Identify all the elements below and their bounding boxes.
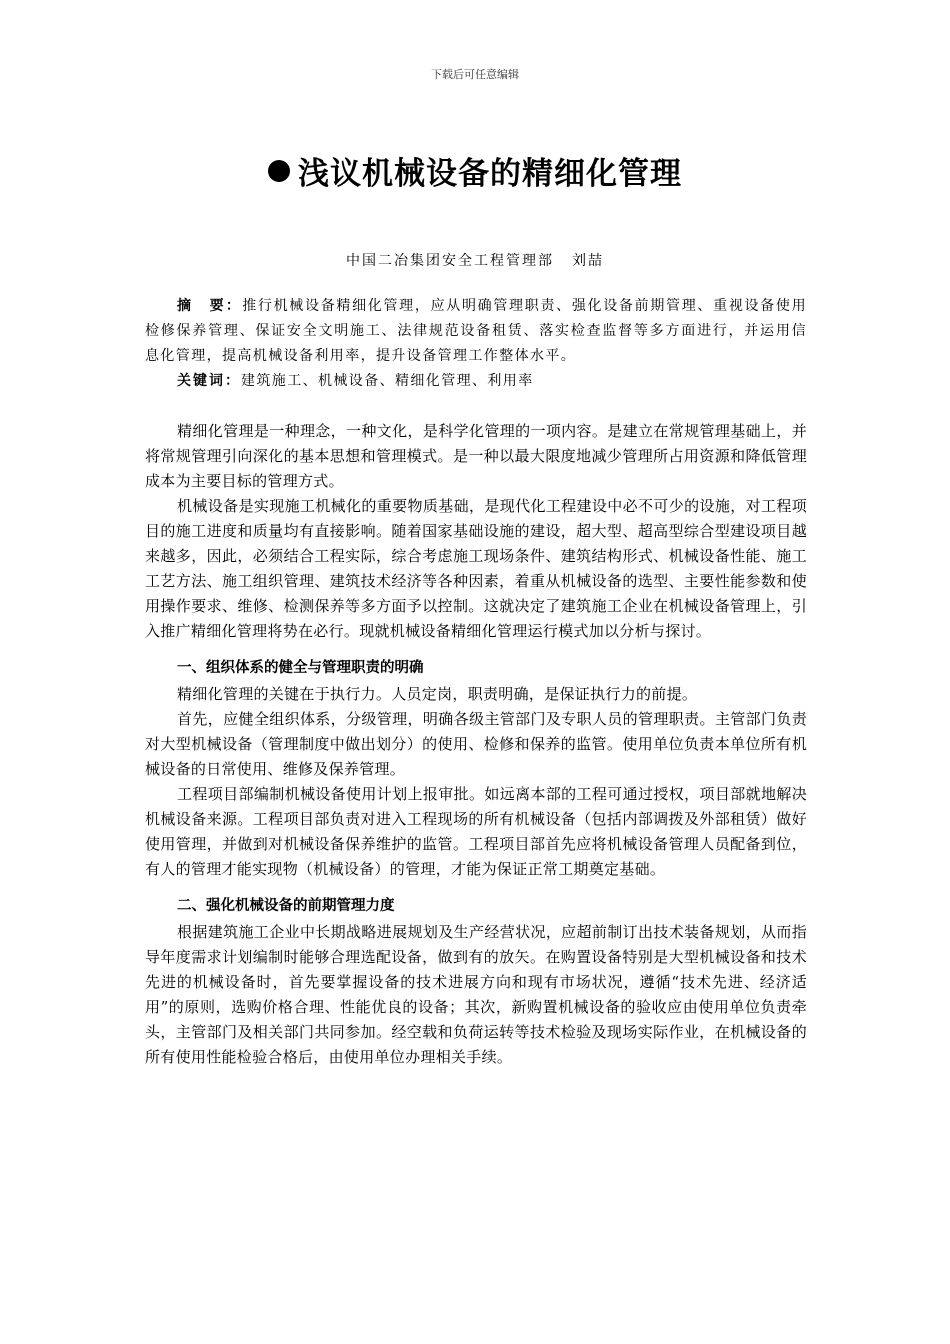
author-line: [0, 250, 950, 270]
abstract: [145, 294, 807, 369]
keywords: [145, 369, 807, 394]
paragraph: 首先，应健全组织体系，分级管理，明确各级主管部门及专职人员的管理职责。主管部门负责对大型机械设备（管理制度中做出划分）的使用、检修和保养的监管。使用单位负责本单位所有机械设备的日常使用、维修及保养管理。: [145, 710, 807, 778]
author-organization: 中国二冶集团安全工程管理部: [346, 253, 554, 269]
keywords-text: 建筑施工、机械设备、精细化管理、利用率: [241, 373, 534, 389]
author-name: 刘喆: [572, 253, 604, 269]
paragraph: 机械设备是实现施工机械化的重要物质基础，是现代化工程建设中必不可少的设施，对工程项目的施工进度和质量均有直接影响。随着国家基础设施的建设，超大型、超高型综合型建设项目越来越多，因此，必须结合工程实际，综合考虑施工现场条件、建筑结构形式、机械设备性能、施工工艺方法、施工组织管理、建筑技术经济等各种因素，着重从机械设备的选型、主要性能参数和使用操作要求、维修、检测保养等多方面予以控制。这就决定了建筑施工企业在机械设备管理上，引入推广精细化管理将势在必行。现就机械设备精细化管理运行模式加以分析与探讨。: [145, 497, 807, 640]
title-text: 浅议机械设备的精细化管理: [298, 156, 682, 192]
page-title: [0, 148, 950, 193]
header-note: 下载后可任意编辑: [431, 68, 519, 81]
paragraph: 精细化管理的关键在于执行力。人员定岗，职责明确，是保证执行力的前提。: [177, 685, 698, 703]
section-heading: 一、组织体系的健全与管理职责的明确: [177, 660, 424, 676]
abstract-text: 推行机械设备精细化管理，应从明确管理职责、强化设备前期管理、重视设备使用检修保养管理、保证安全文明施工、法律规范设备租赁、落实检查监督等多方面进行，并运用信息化管理，提高机械设备利用率，提升设备管理工作整体水平。: [145, 298, 808, 364]
bullet-icon: [268, 160, 290, 182]
paragraph: 工程项目部编制机械设备使用计划上报审批。如远离本部的工程可通过授权，项目部就地解决机械设备来源。工程项目部负责对进入工程现场的所有机械设备（包括内部调拨及外部租赁）做好使用管理，并做到对机械设备保养维护的监管。工程项目部首先应将机械设备管理人员配备到位，有人的管理才能实现物（机械设备）的管理，才能为保证正常工期奠定基础。: [145, 785, 807, 878]
abstract-label: 摘 要：: [177, 298, 243, 314]
keywords-label: 关键词：: [177, 373, 241, 389]
section-heading: 二、强化机械设备的前期管理力度: [177, 898, 395, 914]
document-body: [145, 294, 807, 1070]
paragraph: 精细化管理是一种理念，一种文化，是科学化管理的一项内容。是建立在常规管理基础上，并将常规管理引向深化的基本思想和管理模式。是一种以最大限度地减少管理所占用资源和降低管理成本为主要目标的管理方式。: [145, 422, 807, 490]
paragraph: 根据建筑施工企业中长期战略进展规划及生产经营状况，应超前制订出技术装备规划，从而指导年度需求计划编制时能够合理选配设备，做到有的放矢。在购置设备特别是大型机械设备和技术先进的机械设备时，首先要掌握设备的技术进展方向和现有市场状况，遵循“技术先进、经济适用”的原则，选购价格合理、性能优良的设备；其次，新购置机械设备的验收应由使用单位负责牵头，主管部门及相关部门共同参加。经空载和负荷运转等技术检验及现场实际作业，在机械设备的所有使用性能检验合格后，由使用单位办理相关手续。: [145, 923, 807, 1066]
